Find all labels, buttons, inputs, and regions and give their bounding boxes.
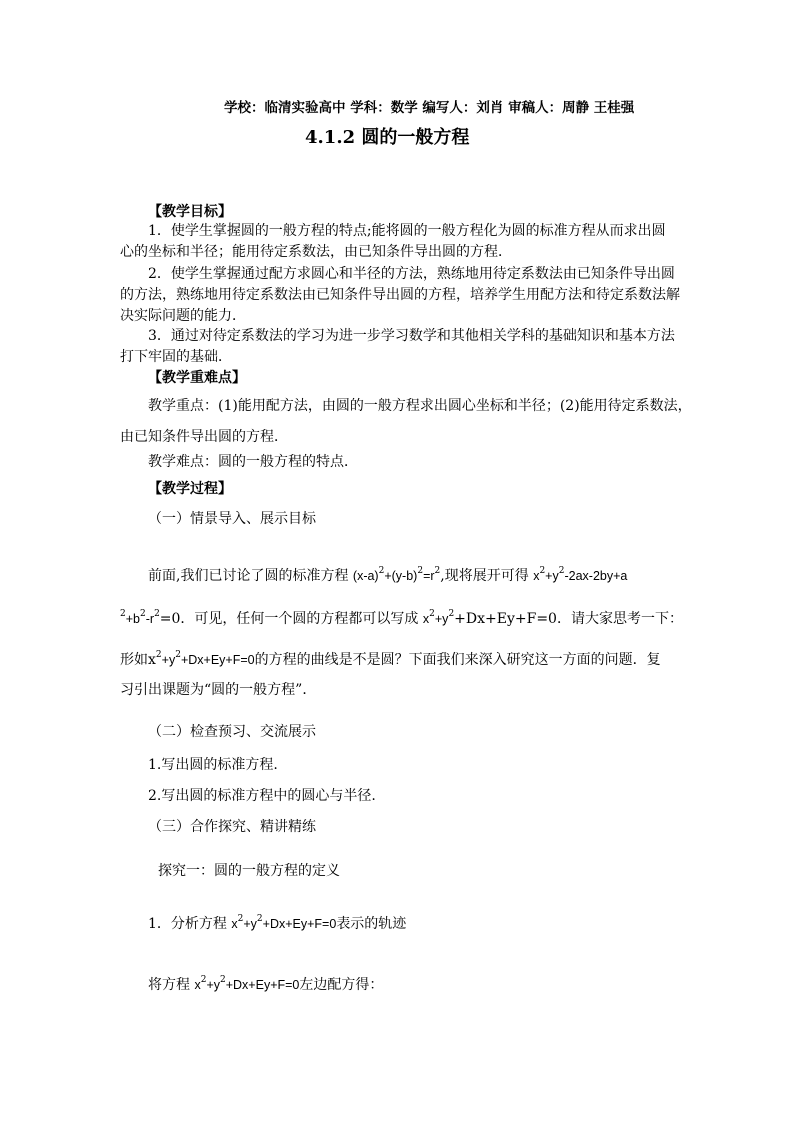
- section-2-title: （二）检查预习、交流展示: [148, 724, 316, 740]
- objective-1-line-1: 1．使学生掌握圆的一般方程的特点;能将圆的一般方程化为圆的标准方程从而求出圆: [148, 223, 666, 239]
- objective-3-line-1: 3．通过对待定系数法的学习为进一步学习数学和其他相关学科的基础知识和基本方法: [148, 328, 675, 344]
- objectives-heading: 【教学目标】: [148, 204, 232, 220]
- analysis-equation-line: 1．分析方程 $x^2+y^2+Dx+Ey+F=0$表示的轨迹: [148, 914, 407, 932]
- process-heading: 【教学过程】: [148, 481, 232, 497]
- key-focus-line-1: 教学重点：(1)能用配方法，由圆的一般方程求出圆心坐标和半径；(2)能用待定系数法，: [148, 398, 692, 414]
- section-1-title: （一）情景导入、展示目标: [148, 511, 316, 527]
- keypoints-heading: 【教学重难点】: [148, 370, 246, 386]
- objective-3-line-2: 打下牢固的基础．: [120, 349, 232, 365]
- key-focus-line-2: 由已知条件导出圆的方程．: [120, 429, 288, 445]
- preview-question-2: 2.写出圆的标准方程中的圆心与半径.: [148, 788, 376, 804]
- key-difficulty: 教学难点：圆的一般方程的特点．: [148, 454, 358, 470]
- intro-paragraph-line-4: 习引出课题为“圆的一般方程”．: [120, 682, 317, 698]
- intro-paragraph-line-2: $^2+b^2-r^2=0$．可见，任何一个圆的方程都可以写成 $x^2+y^2+Dx+Ey+F=0$．请大家思考一下：: [120, 609, 683, 627]
- explore-1-title: 探究一：圆的一般方程的定义: [158, 863, 340, 879]
- complete-square-line: 将方程 $x^2+y^2+Dx+Ey+F=0$左边配方得：: [148, 975, 384, 993]
- intro-paragraph-line-1: 前面,我们已讨论了圆的标准方程 $(x-a)^2+(y-b)^2=r^2$,现将展开可得 $x^2+y^2-2ax-2by+a$: [148, 566, 628, 584]
- intro-paragraph-line-3: 形如$x^2+y^2+Dx+Ey+F=0$的方程的曲线是不是圆？下面我们来深入研究这一方面的问题．复: [120, 650, 661, 668]
- document-header-info: 学校：临清实验高中 学科：数学 编写人：刘肖 审稿人：周静 王桂强: [224, 100, 635, 116]
- objective-2-line-2: 的方法，熟练地用待定系数法由已知条件导出圆的方程，培养学生用配方法和待定系数法解: [120, 287, 680, 303]
- section-3-title: （三）合作探究、精讲精练: [148, 819, 316, 835]
- preview-question-1: 1.写出圆的标准方程.: [148, 757, 278, 773]
- document-title: 4.1.2 圆的一般方程: [305, 127, 470, 148]
- objective-2-line-1: 2．使学生掌握通过配方求圆心和半径的方法，熟练地用待定系数法由已知条件导出圆: [148, 266, 675, 282]
- objective-2-line-3: 决实际问题的能力．: [120, 308, 246, 324]
- objective-1-line-2: 心的坐标和半径；能用待定系数法，由已知条件导出圆的方程．: [120, 244, 512, 260]
